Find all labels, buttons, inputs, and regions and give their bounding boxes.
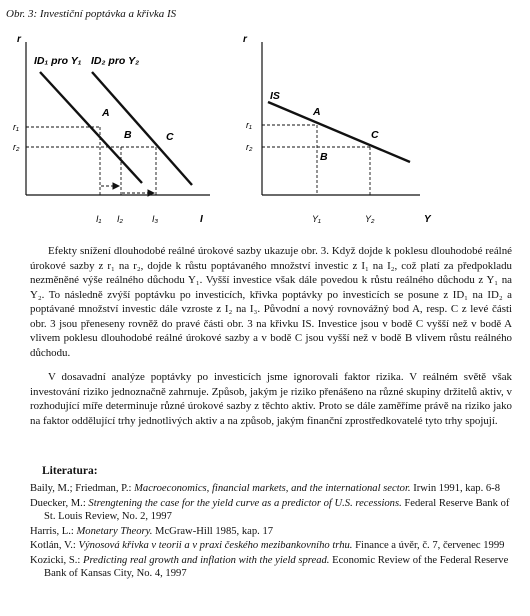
literature-heading: Literatura: (42, 465, 98, 477)
is-curve (268, 102, 410, 162)
right-panel (243, 34, 432, 225)
right-tick-y1: Y₁ (312, 214, 321, 224)
left-y-axis-label: r (17, 34, 21, 45)
right-tick-r1: r₁ (246, 120, 252, 130)
left-point-c: C (166, 131, 174, 143)
left-point-a: A (102, 107, 110, 119)
left-point-b: B (124, 129, 132, 141)
right-point-a: A (313, 106, 321, 118)
curve-id2 (92, 72, 192, 185)
left-tick-r1: r₁ (13, 122, 19, 132)
right-x-axis-label: Y (424, 214, 431, 225)
figure-3 (0, 20, 530, 235)
curve-id1 (40, 72, 142, 183)
left-tick-i2: I₂ (117, 214, 123, 224)
reference-item: Baily, M.; Friedman, P.: Macroeconomics, financial markets, and the international sector. Irwin 1991, kap. 6-8 (30, 483, 501, 494)
left-panel (13, 34, 210, 225)
reference-list (30, 482, 512, 582)
reference-item: Kotlán, V.: Výnosová křivka v teorii a v praxi českého mezibankovního trhu. Finance a úvěr, č. 7, červenec 1999 (30, 540, 505, 551)
paragraph-2: V dosavadní analýze poptávky po investicích jsme ignorovali faktor rizika. V reálném světě však investování riziko jednoznačně zahrnuje. Způsob, jakým je riziko přenášeno na různé skupiny držitelů aktiv, v rozhodující míře determinuje různé úrokové sazby z těchto aktiv. Proto se dále zaměříme právě na riziko jako na faktor oddělující trhy jednotlivých aktiv a na způsob, jakým finanční zprostředkovatelé tyto trhy spojují. (30, 371, 512, 427)
right-point-c: C (371, 129, 379, 141)
left-x-axis-label: I (200, 214, 203, 225)
right-y-axis-label: r (243, 34, 247, 45)
right-point-b: B (320, 151, 328, 163)
reference-item: Duecker, M.: Strengtening the case for the yield curve as a predictor of U.S. recessions. Federal Reserve Bank of St. Louis Review, No. 2, 1997 (30, 497, 510, 522)
figure-caption: Obr. 3: Investiční poptávka a křivka IS (6, 8, 177, 20)
right-tick-r2: r₂ (246, 142, 253, 152)
reference-item: Harris, L.: Monetary Theory. McGraw-Hill 1985, kap. 17 (30, 525, 274, 537)
paragraph-1: Efekty snížení dlouhodobé reálné úrokové sazby ukazuje obr. 3. Když dojde k poklesu dlouhodobé reálné úrokové sazby z r₁ na r₂, dojde k růstu poptávaného množství investic z I₁ na I₂, což platí za předpokladu nezměněné výše reálného důchodu Y₁. Vyšší investice však dále povedou k růstu reálného důchodu z Y₁ na Y₂. To následně zvýší poptávku po investicích, křivka poptávky po investicích se posune z ID₁ na ID₂ a poptávané množství investic dále vzroste z I₂ na I₃. Původní a nový rovnovážný bod A, resp. C z levé části obr. 3 jsou přeneseny rovněž do pravé části obr. 3 na křivku IS. Investice jsou v bodě C vyšší než v bodě A vlivem poklesu dlouhodobé reálné úrokové sazby a v bodě C jsou vyšší než v bodě B vlivem růstu reálného důchodu. (30, 245, 512, 359)
left-tick-i1: I₁ (96, 214, 102, 224)
left-tick-i3: I₃ (152, 214, 159, 224)
is-curve-label: IS (270, 90, 280, 102)
curve-id2-label: ID₂ pro Y₂ (91, 55, 140, 67)
curve-id1-label: ID₁ pro Y₁ (34, 55, 82, 67)
right-tick-y2: Y₂ (365, 214, 375, 224)
left-tick-r2: r₂ (13, 142, 20, 152)
reference-item: Kozicki, S.: Predicting real growth and inflation with the yield spread. Economic Review of the Federal Reserve Bank of Kansas City, No. 4, 1997 (30, 554, 509, 579)
